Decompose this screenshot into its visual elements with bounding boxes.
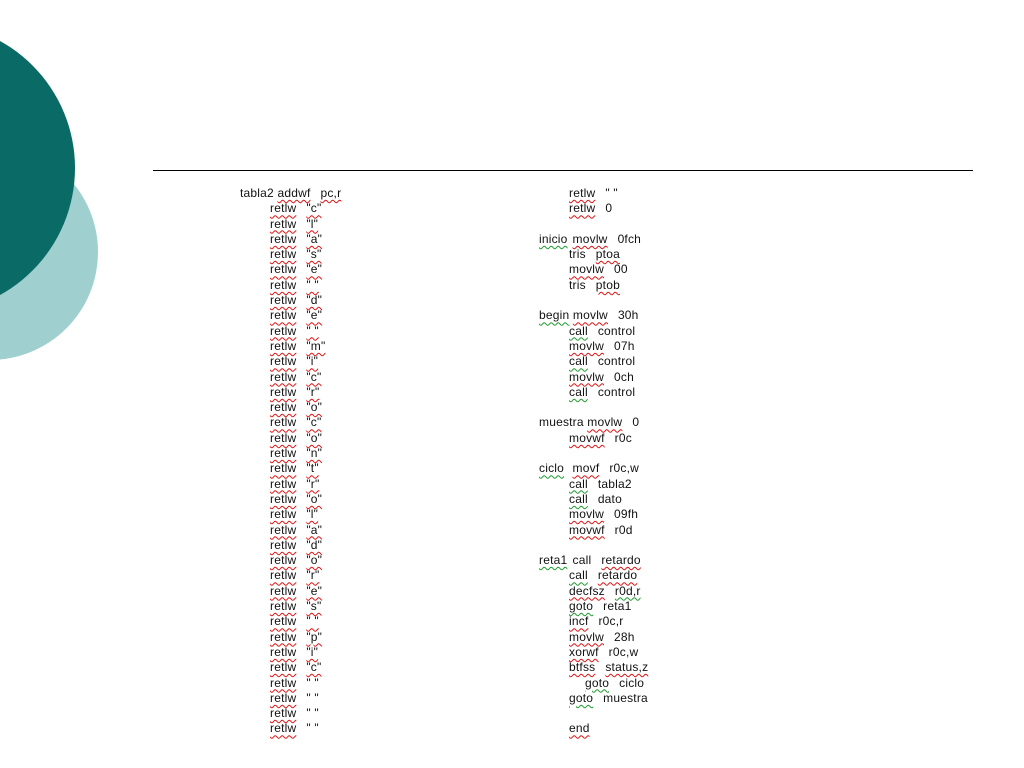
code-line xyxy=(539,645,648,660)
code-opcode: retlw xyxy=(270,706,297,721)
code-line xyxy=(539,431,648,446)
code-opcode: call xyxy=(569,323,588,338)
code-opcode: retlw xyxy=(270,675,297,690)
code-line xyxy=(240,706,341,721)
code-line xyxy=(539,614,648,629)
code-opcode: call xyxy=(572,553,592,568)
code-opcode: retlw xyxy=(270,461,297,476)
code-opcode: retlw xyxy=(270,553,297,568)
code-label: inicio xyxy=(539,231,568,246)
code-opcode: btfss xyxy=(569,660,596,675)
code-opcode: xorwf xyxy=(569,644,599,659)
title-divider-line xyxy=(153,170,973,171)
code-opcode: retlw xyxy=(270,231,297,246)
code-line xyxy=(539,324,648,339)
code-operand: 0fch xyxy=(617,231,642,246)
code-line xyxy=(240,492,341,507)
light-teal-circle xyxy=(0,144,98,360)
code-operand: "r" xyxy=(306,568,320,583)
code-opcode: movlw xyxy=(569,262,605,277)
code-operand: 09fh xyxy=(614,507,639,522)
code-operand: "r" xyxy=(306,384,320,399)
code-line xyxy=(240,370,341,385)
code-opcode: retlw xyxy=(270,644,297,659)
code-opcode: end xyxy=(569,721,590,736)
code-opcode: call xyxy=(569,476,588,491)
code-line xyxy=(240,324,341,339)
code-operand: " " xyxy=(605,186,618,200)
code-operand: "e" xyxy=(306,262,323,277)
code-opcode: goto xyxy=(569,690,594,705)
code-line xyxy=(240,217,341,232)
code-opcode: retlw xyxy=(270,384,297,399)
code-operand: "p" xyxy=(306,629,323,644)
code-operand: "r" xyxy=(306,476,320,491)
code-operand: control xyxy=(597,384,636,399)
code-opcode: retlw xyxy=(270,522,297,537)
code-operand: "n" xyxy=(306,446,323,461)
code-line xyxy=(240,660,341,675)
code-opcode: retlw xyxy=(270,216,297,231)
code-line xyxy=(539,721,648,736)
code-listing-right-column xyxy=(539,186,648,737)
code-operand: "o" xyxy=(306,400,323,415)
code-operand: 28h xyxy=(614,629,635,644)
code-operand: " " xyxy=(306,675,319,690)
code-operand: "o" xyxy=(306,491,323,506)
code-opcode: tris xyxy=(569,247,586,262)
code-line xyxy=(539,660,648,675)
code-opcode: retlw xyxy=(270,247,297,262)
code-opcode: retlw xyxy=(270,262,297,277)
code-operand: "e" xyxy=(306,308,323,323)
blank-line xyxy=(539,706,648,721)
code-opcode: retlw xyxy=(270,583,297,598)
code-operand: pc,r xyxy=(320,186,342,200)
code-line xyxy=(240,232,341,247)
code-opcode: movwf xyxy=(569,522,605,537)
code-opcode: call xyxy=(569,568,588,583)
code-opcode: retlw xyxy=(270,507,297,522)
code-operand: dato xyxy=(597,491,622,506)
blank-line xyxy=(539,446,648,461)
code-operand: " " xyxy=(306,277,319,292)
code-listing-left-column xyxy=(240,186,341,737)
code-operand: "a" xyxy=(306,522,323,537)
code-line xyxy=(539,415,648,430)
code-line xyxy=(539,507,648,522)
code-opcode: incf xyxy=(569,614,589,629)
code-operand: "a" xyxy=(306,231,323,246)
code-operand: "o" xyxy=(306,430,323,445)
code-line xyxy=(240,630,341,645)
code-line xyxy=(539,676,648,691)
code-operand: "s" xyxy=(306,599,322,614)
code-line xyxy=(539,370,648,385)
code-operand: "i" xyxy=(306,354,319,369)
code-line xyxy=(240,431,341,446)
code-operand: "c" xyxy=(306,369,322,384)
code-line xyxy=(240,385,341,400)
code-opcode: retlw xyxy=(270,415,297,430)
blank-line xyxy=(539,293,648,308)
code-opcode: movlw xyxy=(569,629,605,644)
code-opcode: retlw xyxy=(270,308,297,323)
code-line xyxy=(240,400,341,415)
code-opcode: retlw xyxy=(270,721,297,736)
code-line xyxy=(539,568,648,583)
code-operand: status,z xyxy=(605,660,649,675)
code-opcode: call xyxy=(569,491,588,506)
code-opcode: retlw xyxy=(569,186,596,200)
code-line xyxy=(240,278,341,293)
code-operand: " " xyxy=(306,706,319,721)
code-opcode: movlw xyxy=(572,308,608,323)
code-operand: r0c,w xyxy=(608,644,639,659)
code-line xyxy=(240,308,341,323)
code-line xyxy=(240,446,341,461)
code-opcode: retlw xyxy=(270,430,297,445)
code-opcode: retlw xyxy=(270,599,297,614)
code-line xyxy=(240,584,341,599)
code-operand: " " xyxy=(306,614,319,629)
code-operand: 0ch xyxy=(614,369,634,384)
code-line xyxy=(240,676,341,691)
code-line xyxy=(240,599,341,614)
code-opcode: call xyxy=(569,354,588,369)
code-opcode: movlw xyxy=(572,231,608,246)
code-line xyxy=(539,584,648,599)
code-opcode: retlw xyxy=(270,568,297,583)
code-opcode: retlw xyxy=(270,354,297,369)
code-line xyxy=(539,262,648,277)
code-label: reta1 xyxy=(539,553,568,568)
code-operand: 07h xyxy=(614,338,635,353)
code-operand: retardo xyxy=(601,553,641,568)
code-opcode: movf xyxy=(572,461,600,476)
code-operand: "c" xyxy=(306,415,322,430)
code-line xyxy=(240,354,341,369)
code-opcode: goto xyxy=(569,599,594,614)
code-line xyxy=(539,630,648,645)
code-opcode: retlw xyxy=(270,537,297,552)
code-opcode: addwf xyxy=(277,186,311,200)
code-line xyxy=(240,415,341,430)
code-opcode: call xyxy=(569,384,588,399)
code-operand: "c" xyxy=(306,660,322,675)
code-operand: tabla2 xyxy=(597,476,632,491)
code-opcode: retlw xyxy=(569,201,596,216)
code-opcode: retlw xyxy=(270,690,297,705)
code-opcode: movwf xyxy=(569,430,605,445)
code-opcode: movlw xyxy=(569,369,605,384)
code-opcode: retlw xyxy=(270,660,297,675)
code-operand: muestra xyxy=(603,690,648,705)
code-opcode: tris xyxy=(569,277,586,292)
code-operand: 00 xyxy=(614,262,628,277)
code-line xyxy=(240,645,341,660)
code-line xyxy=(240,186,341,201)
code-operand: " " xyxy=(306,323,319,338)
code-operand: control xyxy=(597,354,636,369)
code-operand: r0c,r xyxy=(598,614,624,629)
code-operand: 0 xyxy=(632,415,640,430)
code-opcode: retlw xyxy=(270,201,297,216)
code-line xyxy=(539,691,648,706)
code-opcode: retlw xyxy=(270,338,297,353)
code-opcode: retlw xyxy=(270,446,297,461)
code-opcode: retlw xyxy=(270,491,297,506)
code-line xyxy=(240,523,341,538)
code-operand: "l" xyxy=(306,216,319,231)
code-operand: reta1 xyxy=(603,599,632,614)
code-operand: ciclo xyxy=(619,675,645,690)
code-operand: 0 xyxy=(605,201,613,216)
code-label: tabla2 xyxy=(240,186,274,200)
code-operand: "c" xyxy=(306,201,322,216)
code-opcode: retlw xyxy=(270,629,297,644)
code-operand: "m" xyxy=(306,338,326,353)
code-operand: r0c xyxy=(614,430,632,445)
blank-line xyxy=(539,538,648,553)
code-line xyxy=(539,354,648,369)
code-opcode: retlw xyxy=(270,476,297,491)
code-line xyxy=(240,201,341,216)
code-operand: ptoa xyxy=(595,247,620,262)
code-operand: r0d,r xyxy=(614,583,641,598)
blank-line xyxy=(539,400,648,415)
code-opcode: movlw xyxy=(569,507,605,522)
code-operand: "i" xyxy=(306,644,319,659)
code-opcode: retlw xyxy=(270,277,297,292)
code-line xyxy=(539,247,648,262)
code-operand: "s" xyxy=(306,247,322,262)
blank-line xyxy=(539,217,648,232)
code-line xyxy=(240,477,341,492)
code-line xyxy=(539,308,648,323)
code-line xyxy=(539,477,648,492)
code-opcode: retlw xyxy=(270,400,297,415)
code-operand: retardo xyxy=(597,568,638,583)
code-operand: "t" xyxy=(306,461,319,476)
code-operand: ptob xyxy=(595,277,620,292)
code-line xyxy=(240,691,341,706)
code-line xyxy=(539,553,648,568)
code-operand: r0d xyxy=(614,522,633,537)
code-line xyxy=(539,599,648,614)
code-line xyxy=(539,461,648,476)
code-operand: "d" xyxy=(306,537,323,552)
code-line xyxy=(539,278,648,293)
code-line xyxy=(539,523,648,538)
code-opcode: retlw xyxy=(270,614,297,629)
code-line xyxy=(539,492,648,507)
code-line xyxy=(240,293,341,308)
dark-teal-circle xyxy=(0,23,75,313)
code-label: begin xyxy=(539,308,570,323)
code-label: muestra xyxy=(539,415,584,430)
code-line xyxy=(539,201,648,216)
code-line xyxy=(240,247,341,262)
code-opcode: goto xyxy=(585,675,610,690)
code-operand: " " xyxy=(306,690,319,705)
code-operand: " " xyxy=(306,721,319,736)
code-opcode: movlw xyxy=(587,415,623,430)
code-line xyxy=(240,568,341,583)
code-line xyxy=(240,461,341,476)
code-line xyxy=(539,232,648,247)
code-operand: 30h xyxy=(617,308,639,323)
code-operand: "o" xyxy=(306,553,323,568)
code-opcode: retlw xyxy=(270,323,297,338)
code-opcode: movlw xyxy=(569,338,605,353)
code-operand: "l" xyxy=(306,507,319,522)
code-operand: "e" xyxy=(306,583,323,598)
code-line xyxy=(240,262,341,277)
code-line xyxy=(240,721,341,736)
code-line xyxy=(539,339,648,354)
code-line xyxy=(539,186,648,201)
code-opcode: retlw xyxy=(270,293,297,308)
code-operand: control xyxy=(597,323,636,338)
code-line xyxy=(539,385,648,400)
code-line xyxy=(240,339,341,354)
code-opcode: decfsz xyxy=(569,583,605,598)
code-line xyxy=(240,507,341,522)
code-opcode: retlw xyxy=(270,369,297,384)
code-label: ciclo xyxy=(539,461,565,476)
code-line xyxy=(240,553,341,568)
code-operand: "d" xyxy=(306,293,323,308)
code-operand: r0c,w xyxy=(609,461,640,476)
code-line xyxy=(240,614,341,629)
code-line xyxy=(240,538,341,553)
